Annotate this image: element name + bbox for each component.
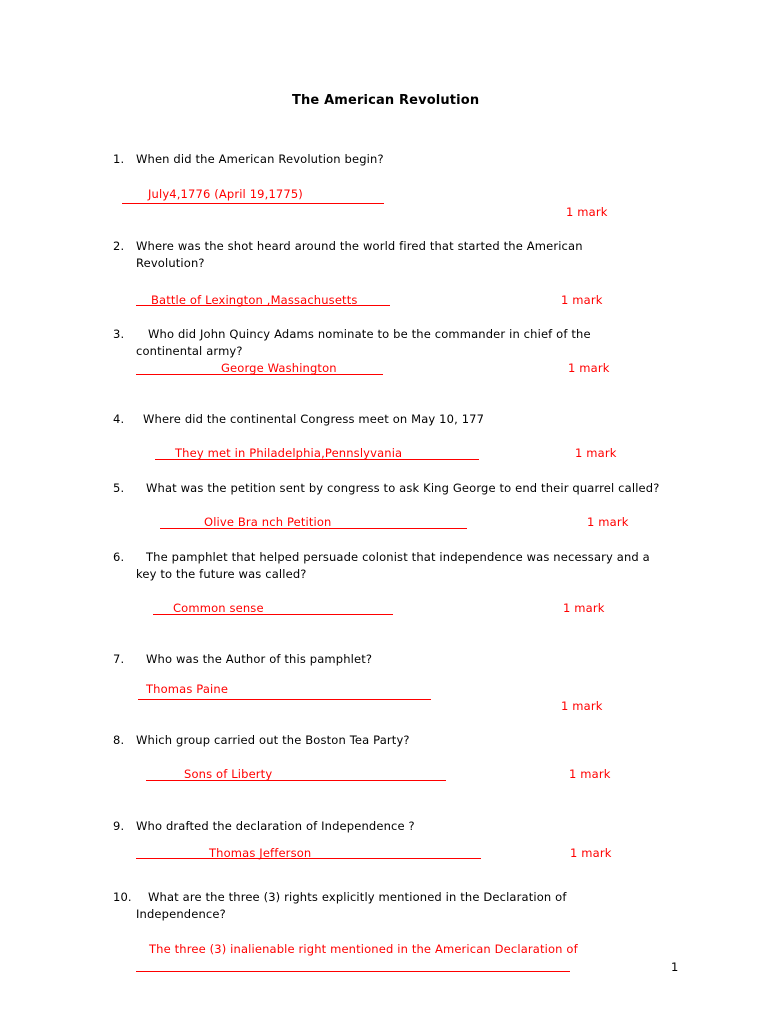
answer-text: July4,1776 (April 19,1775) (148, 187, 303, 201)
answer-text: The three (3) inalienable right mentioned in the American Declaration of (149, 942, 578, 956)
mark-label: 1 mark (587, 515, 629, 529)
answer-underline (136, 971, 570, 972)
mark-label: 1 mark (563, 601, 605, 615)
question-text-continued: Independence? (136, 907, 226, 921)
question-text: Where was the shot heard around the world fired that started the American (136, 239, 583, 253)
page-title: The American Revolution (292, 93, 480, 108)
question-number: 6. (113, 550, 125, 564)
question-text: Which group carried out the Boston Tea Party? (136, 733, 410, 747)
answer-text: Common sense (173, 601, 264, 615)
question-number: 4. (113, 412, 125, 426)
mark-label: 1 mark (570, 846, 612, 860)
answer-underline (153, 614, 393, 615)
answer-underline (122, 203, 384, 204)
answer-text: Sons of Liberty (184, 767, 273, 781)
question-text: When did the American Revolution begin? (136, 152, 384, 166)
answer-underline (136, 374, 383, 375)
answer-text: They met in Philadelphia,Pennslyvania (175, 446, 403, 460)
answer-text: George Washington (221, 361, 337, 375)
mark-label: 1 mark (566, 205, 608, 219)
mark-label: 1 mark (568, 361, 610, 375)
mark-label: 1 mark (561, 293, 603, 307)
question-number: 5. (113, 481, 125, 495)
answer-underline (155, 459, 479, 460)
question-text: Where did the continental Congress meet on May 10, 177 (143, 412, 485, 426)
answer-text: Thomas Paine (146, 682, 229, 696)
question-number: 2. (113, 239, 125, 253)
question-text-continued: continental army? (136, 344, 243, 358)
mark-label: 1 mark (569, 767, 611, 781)
answer-text: Battle of Lexington ,Massachusetts (151, 293, 358, 307)
question-text: Who drafted the declaration of Independence ? (136, 819, 415, 833)
question-number: 7. (113, 652, 125, 666)
mark-label: 1 mark (575, 446, 617, 460)
answer-underline (136, 858, 481, 859)
question-text-continued: Revolution? (136, 256, 205, 270)
answer-underline (146, 780, 446, 781)
answer-underline (160, 528, 467, 529)
question-text: What are the three (3) rights explicitly mentioned in the Declaration of (148, 890, 567, 904)
question-number: 3. (113, 327, 125, 341)
question-text: Who did John Quincy Adams nominate to be the commander in chief of the (148, 327, 591, 341)
answer-underline (136, 305, 390, 306)
question-number: 8. (113, 733, 125, 747)
page-number: 1 (671, 960, 679, 974)
answer-text: Olive Bra nch Petition (204, 515, 332, 529)
answer-text: Thomas Jefferson (209, 846, 312, 860)
question-text: Who was the Author of this pamphlet? (146, 652, 373, 666)
question-text: What was the petition sent by congress to ask King George to end their quarrel called? (146, 481, 660, 495)
question-text: The pamphlet that helped persuade colonist that independence was necessary and a (146, 550, 650, 564)
mark-label: 1 mark (561, 699, 603, 713)
question-number: 10. (113, 890, 132, 904)
question-text-continued: key to the future was called? (136, 567, 307, 581)
question-number: 9. (113, 819, 125, 833)
answer-underline (138, 699, 431, 700)
question-number: 1. (113, 152, 125, 166)
